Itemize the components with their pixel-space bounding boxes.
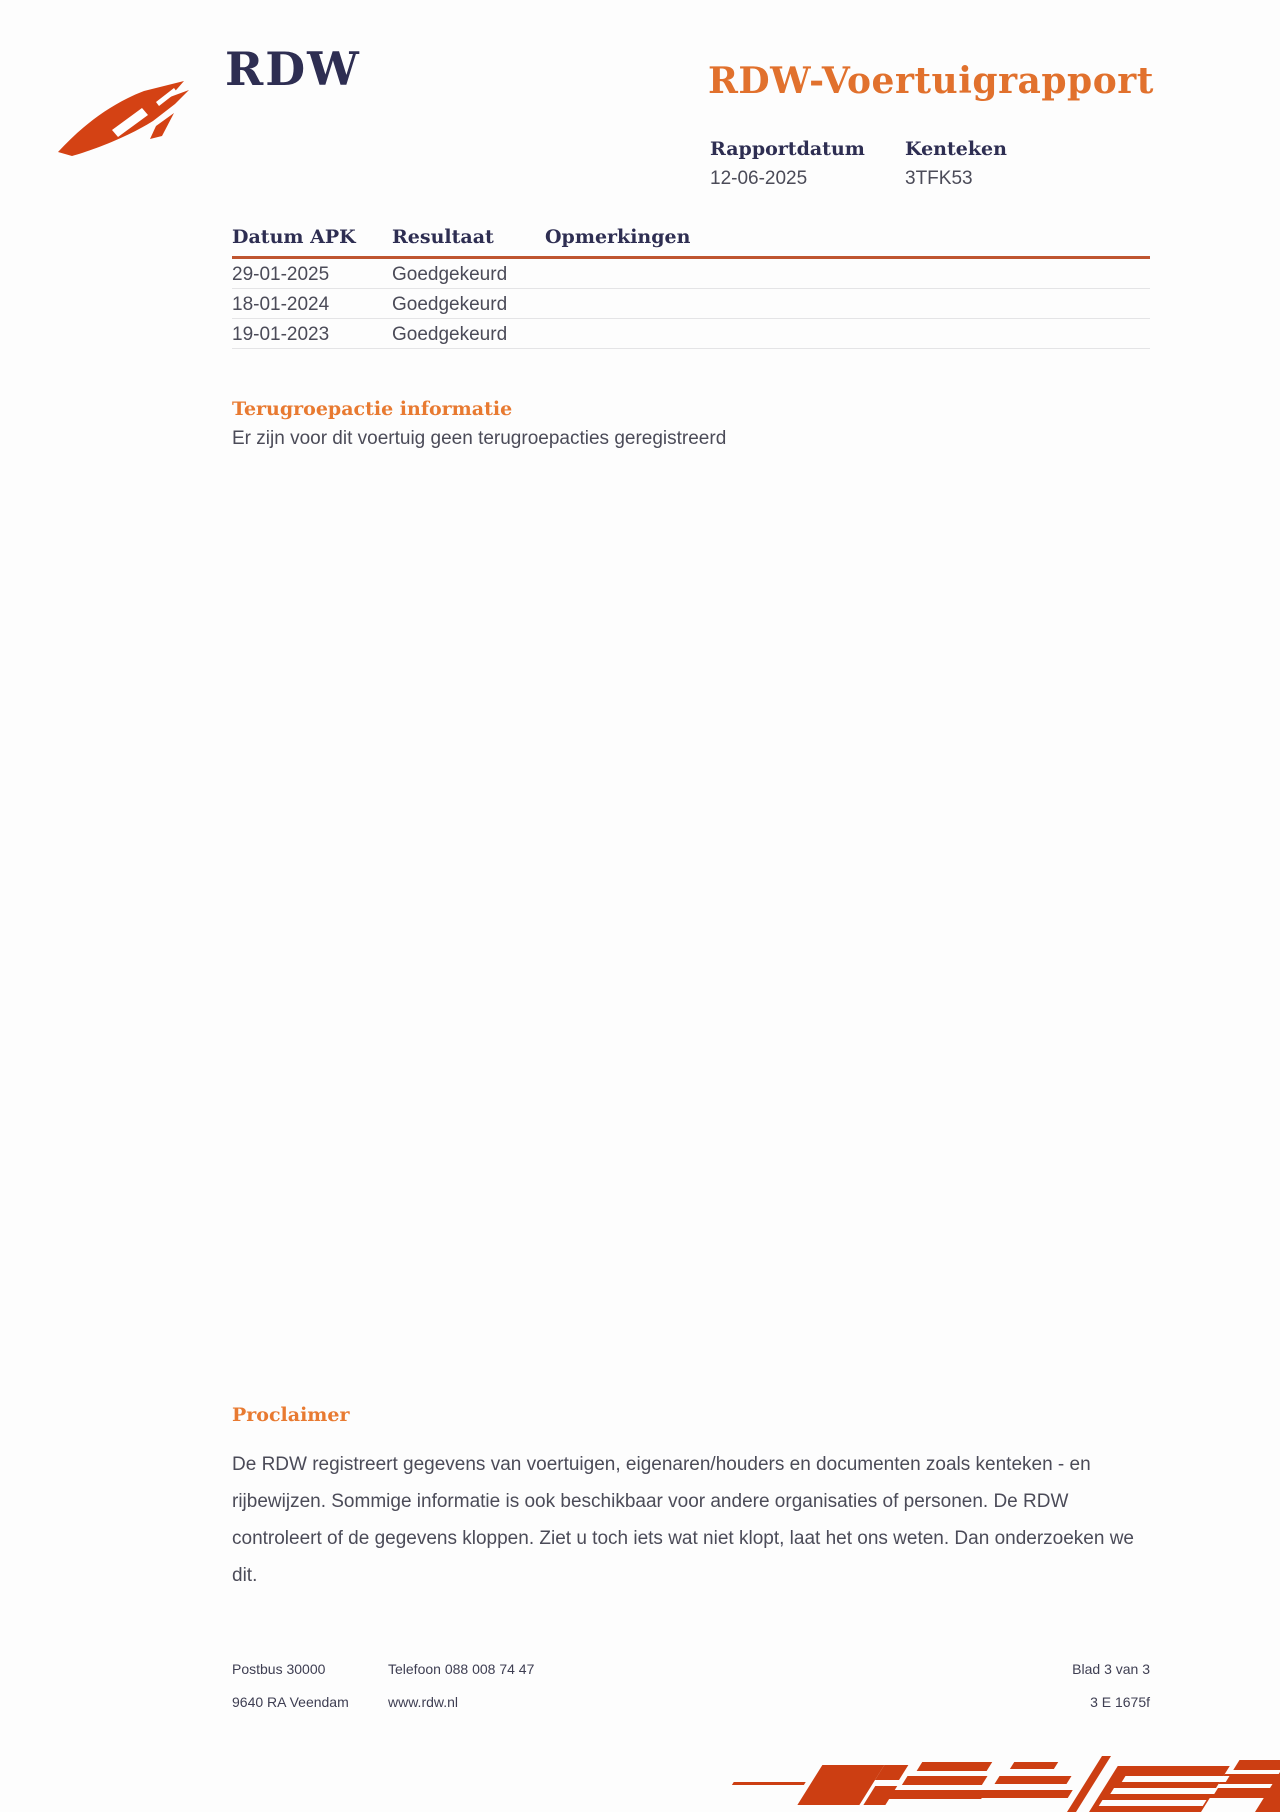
footer-form-code: 3 E 1675f [1090,1694,1150,1710]
rapportdatum-value: 12-06-2025 [710,168,808,189]
footer-website: www.rdw.nl [388,1694,459,1710]
table-row [232,259,1150,289]
cell-resultaat: Goedgekeurd [392,294,508,315]
kenteken-value: 3TFK53 [905,168,973,189]
table-row [232,319,1150,349]
cell-datum-apk: 19-01-2023 [232,324,330,345]
table-row [232,289,1150,319]
cell-datum-apk: 29-01-2025 [232,264,330,285]
column-header-resultaat: Resultaat [392,226,494,248]
terugroepactie-heading: Terugroepactie informatie [232,398,513,420]
footer-address-line1: Postbus 30000 [232,1661,326,1677]
footer-phone: Telefoon 088 008 74 47 [388,1661,535,1677]
proclaimer-heading: Proclaimer [232,1404,350,1426]
rdw-logo-wing-icon [56,76,208,164]
terugroepactie-body: Er zijn voor dit voertuig geen terugroepacties geregistreerd [232,428,727,449]
cell-resultaat: Goedgekeurd [392,324,508,345]
footer-page-indicator: Blad 3 van 3 [1072,1661,1150,1677]
footer-address-line2: 9640 RA Veendam [232,1694,349,1710]
apk-table-header-row [232,226,1150,254]
rapportdatum-label: Rapportdatum [710,138,865,160]
logo-text: RDW [225,42,361,96]
cell-resultaat: Goedgekeurd [392,264,508,285]
kenteken-label: Kenteken [905,138,1007,160]
page-title: RDW-Voertuigrapport [708,60,1154,102]
column-header-datum-apk: Datum APK [232,226,356,248]
column-header-opmerkingen: Opmerkingen [545,226,691,248]
cell-datum-apk: 18-01-2024 [232,294,330,315]
proclaimer-body: De RDW registreert gegevens van voertuigen, eigenaren/houders en documenten zoals kenteken - en rijbewijzen. Sommige informatie is ook beschikbaar voor andere organisaties of personen. De RDW controleert of de gegevens kloppen. Ziet u toch iets wat niet klopt, laat het ons weten. Dan onderzoeken we dit. [232,1454,1134,1586]
apk-table [232,226,1150,349]
rdw-stripes-graphic-icon [714,1756,1280,1812]
